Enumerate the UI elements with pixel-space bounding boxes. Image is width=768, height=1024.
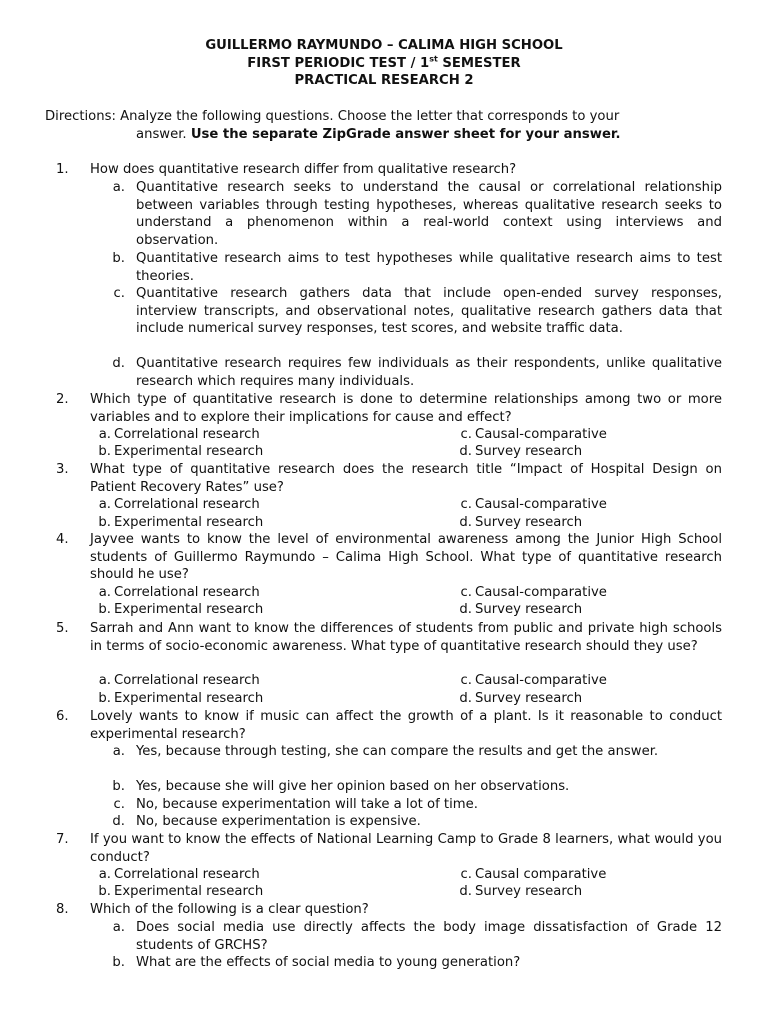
question-number: 8. [56,902,69,917]
question-4-option-d [450,601,582,619]
option-text: Experimental research [114,515,264,530]
option-letter: b. [112,955,125,970]
option-text: Quantitative research seeks to understand the causal or correlational relationship between variables through testing hypotheses, whereas qualitative research seeks to understand a phenomenon within a real-world context using interviews and observation. [136,180,722,248]
option-letter: c. [460,427,472,442]
question-text: Lovely wants to know if music can affect the growth of a plant. Is it reasonable to conduct experimental research? [90,709,722,742]
option-letter: c. [460,673,472,688]
question-8-option-b [111,954,722,972]
option-letter: b. [98,602,111,617]
test-title-semester: SEMESTER [437,55,521,71]
question-1-option-a [111,179,722,249]
option-text: Causal comparative [475,867,607,882]
test-title [0,55,768,73]
option-text: Quantitative research requires few individuals as their respondents, unlike qualitative research which requires many individuals. [136,356,722,389]
option-text: What are the effects of social media to young generation? [136,955,521,970]
question-3-option-d [450,514,582,532]
option-letter: d. [459,515,472,530]
option-letter: a. [98,427,111,442]
option-text: Correlational research [114,585,260,600]
question-3-option-c [450,496,607,514]
option-text: Does social media use directly affects the body image dissatisfaction of Grade 12 students of GRCHS? [136,920,722,953]
subject-title: PRACTICAL RESEARCH 2 [294,73,474,88]
option-letter: d. [112,356,125,371]
option-letter: b. [98,444,111,459]
option-letter: a. [112,744,125,759]
question-text: Which of the following is a clear question? [90,902,369,917]
question-text: Which type of quantitative research is done to determine relationships among two or more variables and to explore their implications for cause and effect? [90,392,722,425]
option-letter: c. [113,286,125,301]
option-letter: b. [112,779,125,794]
option-letter: b. [98,884,111,899]
option-text: Yes, because she will give her opinion based on her observations. [136,779,570,794]
option-text: Experimental research [114,602,264,617]
option-letter: d. [459,444,472,459]
question-7-option-c [450,866,606,884]
option-text: Causal-comparative [475,585,607,600]
test-title-superscript: st [429,54,438,64]
question-8-option-a [111,919,722,954]
option-letter: b. [98,515,111,530]
school-name: GUILLERMO RAYMUNDO – CALIMA HIGH SCHOOL [205,38,563,53]
question-number: 7. [56,832,69,847]
option-letter: a. [98,497,111,512]
directions-line-2 [45,126,722,144]
option-text: Experimental research [114,691,264,706]
question-4-option-c [450,584,607,602]
option-letter: a. [98,673,111,688]
question-5-option-c [450,672,607,690]
question-4-option-b [89,601,263,619]
option-letter: d. [112,814,125,829]
question-1-option-d [111,355,722,390]
directions-text: Directions: Analyze the following questions. Choose the letter that corresponds to your [45,109,620,124]
option-text: Experimental research [114,884,264,899]
question-5-option-d [450,690,582,708]
option-text: No, because experimentation will take a lot of time. [136,797,478,812]
option-text: Causal-comparative [475,673,607,688]
option-letter: b. [98,691,111,706]
option-text: Correlational research [114,673,260,688]
directions-bold-instruction: Use the separate ZipGrade answer sheet for your answer. [190,126,621,142]
option-text: Causal-comparative [475,497,607,512]
question-number: 4. [56,532,69,547]
option-letter: a. [112,920,125,935]
option-letter: a. [112,180,125,195]
question-1-option-b [111,250,722,285]
option-letter: c. [113,797,125,812]
option-letter: a. [98,585,111,600]
option-text: Correlational research [114,427,260,442]
option-text: Correlational research [114,867,260,882]
option-text: Survey research [475,444,583,459]
option-letter: c. [460,585,472,600]
question-6-option-a [111,743,722,761]
option-letter: b. [112,251,125,266]
question-7-option-b [89,883,263,901]
question-4-option-a [89,584,260,602]
option-text: Quantitative research aims to test hypotheses while qualitative research aims to test theories. [136,251,722,284]
question-6-option-b [111,778,722,796]
directions-answer-text: answer. [136,126,191,142]
question-text: Sarrah and Ann want to know the differences of students from public and private high schools in terms of socio-economic awareness. What type of quantitative research should they use? [90,621,722,654]
option-letter: c. [460,867,472,882]
question-text: Jayvee wants to know the level of environmental awareness among the Junior High School students of Guillermo Raymundo – Calima High School. What type of quantitative research should he use? [90,532,722,583]
option-text: Quantitative research gathers data that include open-ended survey responses, interview transcripts, and observational notes, qualitative research gathers data that include numerical survey responses, test scores, and website traffic data. [136,286,722,337]
question-2-option-b [89,443,263,461]
question-7-option-d [450,883,582,901]
question-6-option-c [111,796,722,814]
option-text: Survey research [475,691,583,706]
option-letter: d. [459,884,472,899]
question-6-option-d [111,813,722,831]
question-5-option-a [89,672,260,690]
option-text: Experimental research [114,444,264,459]
option-text: Causal-comparative [475,427,607,442]
option-letter: c. [460,497,472,512]
question-number: 1. [56,162,69,177]
option-letter: a. [98,867,111,882]
option-letter: d. [459,602,472,617]
option-letter: d. [459,691,472,706]
question-2-option-c [450,426,607,444]
option-text: No, because experimentation is expensive. [136,814,421,829]
question-7-option-a [89,866,260,884]
question-text: If you want to know the effects of National Learning Camp to Grade 8 learners, what would you conduct? [90,832,722,865]
question-text: What type of quantitative research does the research title “Impact of Hospital Design on Patient Recovery Rates” use? [90,462,722,495]
question-number: 3. [56,462,69,477]
directions [45,108,722,143]
question-2-option-d [450,443,582,461]
option-text: Survey research [475,884,583,899]
question-number: 5. [56,621,69,636]
question-3-option-a [89,496,260,514]
question-number: 6. [56,709,69,724]
test-title-main: FIRST PERIODIC TEST / 1 [247,55,430,71]
question-5-option-b [89,690,263,708]
directions-line-1 [45,108,722,126]
question-2-option-a [89,426,260,444]
question-3-option-b [89,514,263,532]
option-text: Survey research [475,515,583,530]
question-text: How does quantitative research differ from qualitative research? [90,162,517,177]
document-header [0,37,768,90]
option-text: Survey research [475,602,583,617]
question-number: 2. [56,392,69,407]
option-text: Yes, because through testing, she can compare the results and get the answer. [136,744,659,759]
option-text: Correlational research [114,497,260,512]
question-1-option-c [111,285,722,338]
